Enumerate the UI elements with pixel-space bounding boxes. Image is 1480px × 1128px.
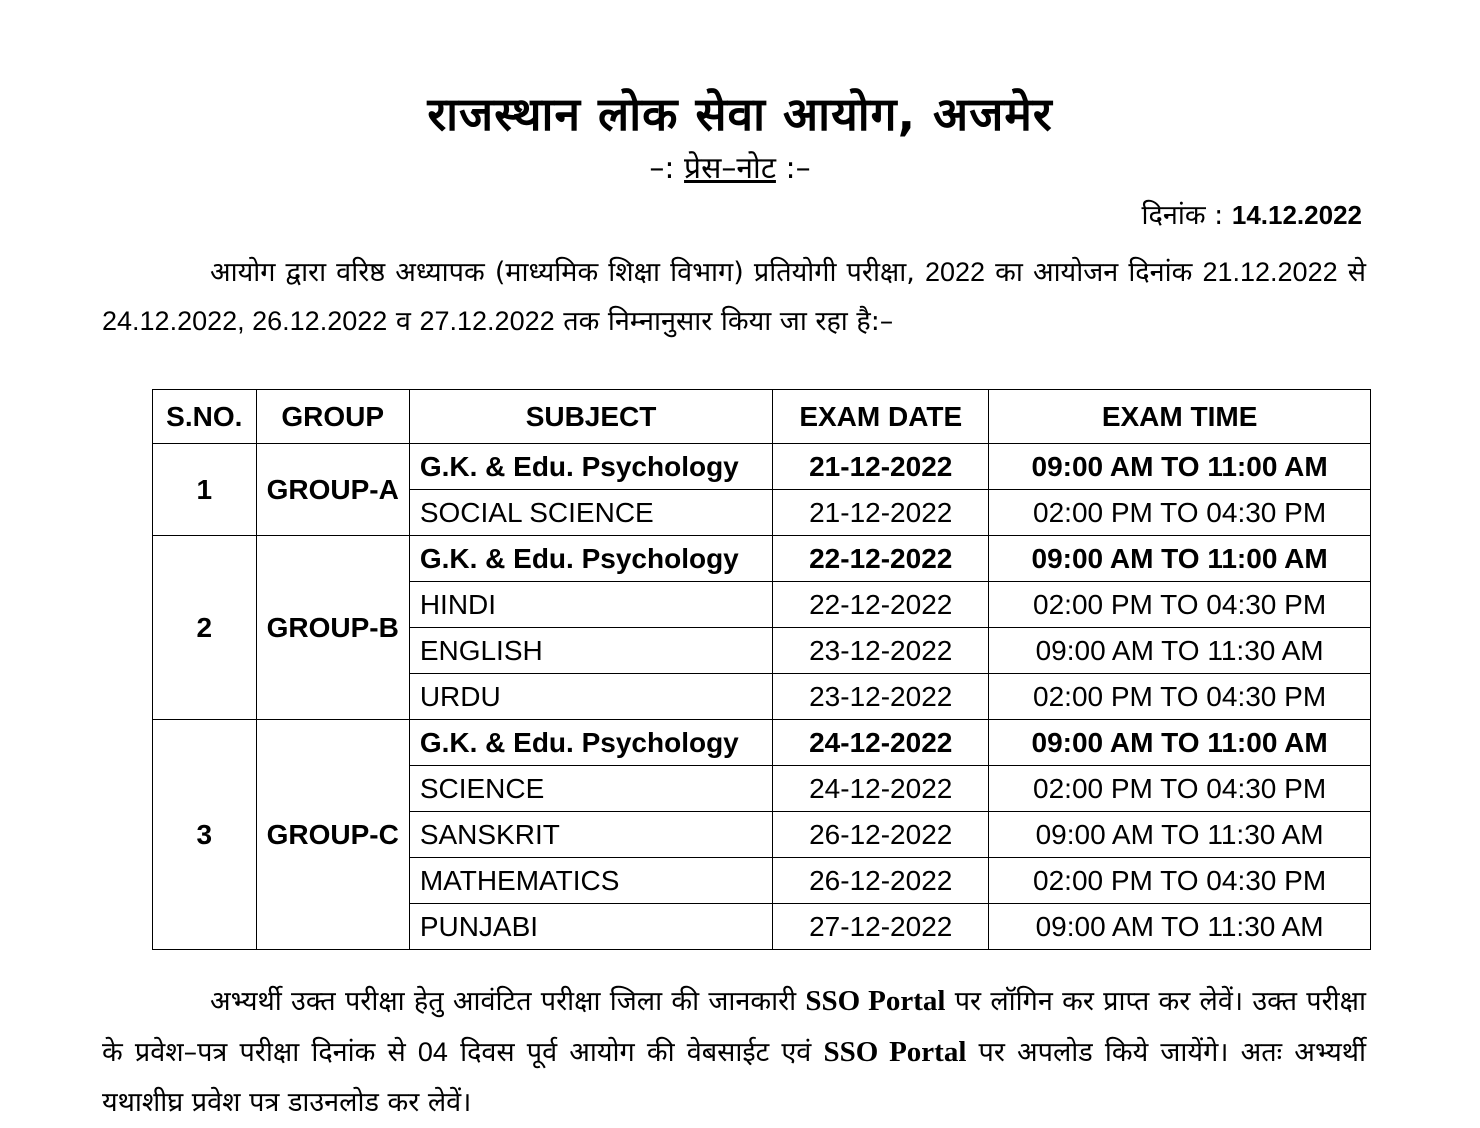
date-cell: 24-12-2022 <box>773 766 989 812</box>
date-cell: 22-12-2022 <box>773 582 989 628</box>
subject-cell: SOCIAL SCIENCE <box>409 490 772 536</box>
date-label: दिनांक : <box>1141 200 1224 231</box>
time-cell: 09:00 AM TO 11:30 AM <box>989 904 1371 950</box>
time-cell: 09:00 AM TO 11:00 AM <box>989 536 1371 582</box>
group-cell: GROUP-A <box>256 444 409 536</box>
intro-text-3: से <box>1347 257 1366 288</box>
sno-cell: 1 <box>153 444 257 536</box>
table-row <box>153 536 1371 582</box>
date-value: 14.12.2022 <box>1231 200 1362 230</box>
group-cell: GROUP-B <box>256 536 409 720</box>
subject-cell: G.K. & Edu. Psychology <box>409 444 772 490</box>
intro-text-5: तक निम्नानुसार किया जा रहा है:– <box>563 306 894 337</box>
date-cell: 23-12-2022 <box>773 674 989 720</box>
header-sno: S.NO. <box>153 390 257 444</box>
subject-cell: G.K. & Edu. Psychology <box>409 536 772 582</box>
time-cell: 09:00 AM TO 11:30 AM <box>989 628 1371 674</box>
header-group: GROUP <box>256 390 409 444</box>
sno-cell: 2 <box>153 536 257 720</box>
time-cell: 09:00 AM TO 11:00 AM <box>989 720 1371 766</box>
notice-paragraph <box>102 976 1366 1128</box>
intro-text-2: का आयोजन दिनांक <box>995 257 1193 288</box>
table-header-row <box>153 390 1371 444</box>
notice-text-3: दिवस पूर्व आयोग की वेबसाईट एवं <box>460 1037 812 1068</box>
subject-cell: MATHEMATICS <box>409 858 772 904</box>
group-cell: GROUP-C <box>256 720 409 950</box>
intro-end-date: 27.12.2022 <box>419 306 555 336</box>
sno-cell: 3 <box>153 720 257 950</box>
intro-text-4: व <box>395 306 411 337</box>
date-cell: 24-12-2022 <box>773 720 989 766</box>
sso-portal-text: SSO Portal <box>805 985 946 1017</box>
page-title: राजस्थान लोक सेवा आयोग, अजमेर <box>427 87 1053 141</box>
header-exam-date: EXAM DATE <box>773 390 989 444</box>
time-cell: 02:00 PM TO 04:30 PM <box>989 766 1371 812</box>
exam-schedule-table <box>152 389 1371 950</box>
sso-portal-text: SSO Portal <box>823 1036 967 1068</box>
intro-text-1: आयोग द्वारा वरिष्ठ अध्यापक (माध्यमिक शिक्षा विभाग) प्रतियोगी परीक्षा, <box>210 257 915 288</box>
notice-text-4: पर अपलोड किये जायेंगे। अतः अभ्यर्थी यथाशीघ्र प्रवेश पत्र डाउनलोड कर लेवें। <box>102 1037 1367 1118</box>
subject-cell: PUNJABI <box>409 904 772 950</box>
table-row <box>153 720 1371 766</box>
date-cell: 22-12-2022 <box>773 536 989 582</box>
time-cell: 09:00 AM TO 11:30 AM <box>989 812 1371 858</box>
date-cell: 26-12-2022 <box>773 858 989 904</box>
date-cell: 21-12-2022 <box>773 444 989 490</box>
header-exam-time: EXAM TIME <box>989 390 1371 444</box>
date-cell: 27-12-2022 <box>773 904 989 950</box>
time-cell: 02:00 PM TO 04:30 PM <box>989 582 1371 628</box>
intro-start-date: 21.12.2022 <box>1202 257 1338 287</box>
press-note-heading <box>0 146 1460 187</box>
issue-date <box>1142 195 1362 232</box>
header-subject: SUBJECT <box>409 390 772 444</box>
subject-cell: SANSKRIT <box>409 812 772 858</box>
subject-cell: ENGLISH <box>409 628 772 674</box>
intro-year: 2022 <box>924 257 986 287</box>
subject-cell: SCIENCE <box>409 766 772 812</box>
table-row <box>153 444 1371 490</box>
date-cell: 23-12-2022 <box>773 628 989 674</box>
subject-cell: G.K. & Edu. Psychology <box>409 720 772 766</box>
intro-date-range: 24.12.2022, 26.12.2022 <box>102 306 388 336</box>
time-cell: 02:00 PM TO 04:30 PM <box>989 858 1371 904</box>
subject-cell: HINDI <box>409 582 772 628</box>
subject-cell: URDU <box>409 674 772 720</box>
notice-text-2: पर लॉगिन कर प्राप्त कर लेवें। उक्त परीक्षा के प्रवेश–पत्र परीक्षा दिनांक से <box>102 986 1366 1068</box>
press-note-label: प्रेस–नोट <box>684 151 776 186</box>
notice-text-1: अभ्यर्थी उक्त परीक्षा हेतु आवंटित परीक्षा जिला की जानकारी <box>210 986 797 1017</box>
date-cell: 21-12-2022 <box>773 490 989 536</box>
time-cell: 02:00 PM TO 04:30 PM <box>989 490 1371 536</box>
notice-days: 04 <box>417 1037 448 1067</box>
date-cell: 26-12-2022 <box>773 812 989 858</box>
time-cell: 09:00 AM TO 11:00 AM <box>989 444 1371 490</box>
press-note-suffix: :– <box>775 151 811 186</box>
time-cell: 02:00 PM TO 04:30 PM <box>989 674 1371 720</box>
intro-paragraph <box>102 248 1366 346</box>
press-note-prefix: –: <box>649 151 685 186</box>
